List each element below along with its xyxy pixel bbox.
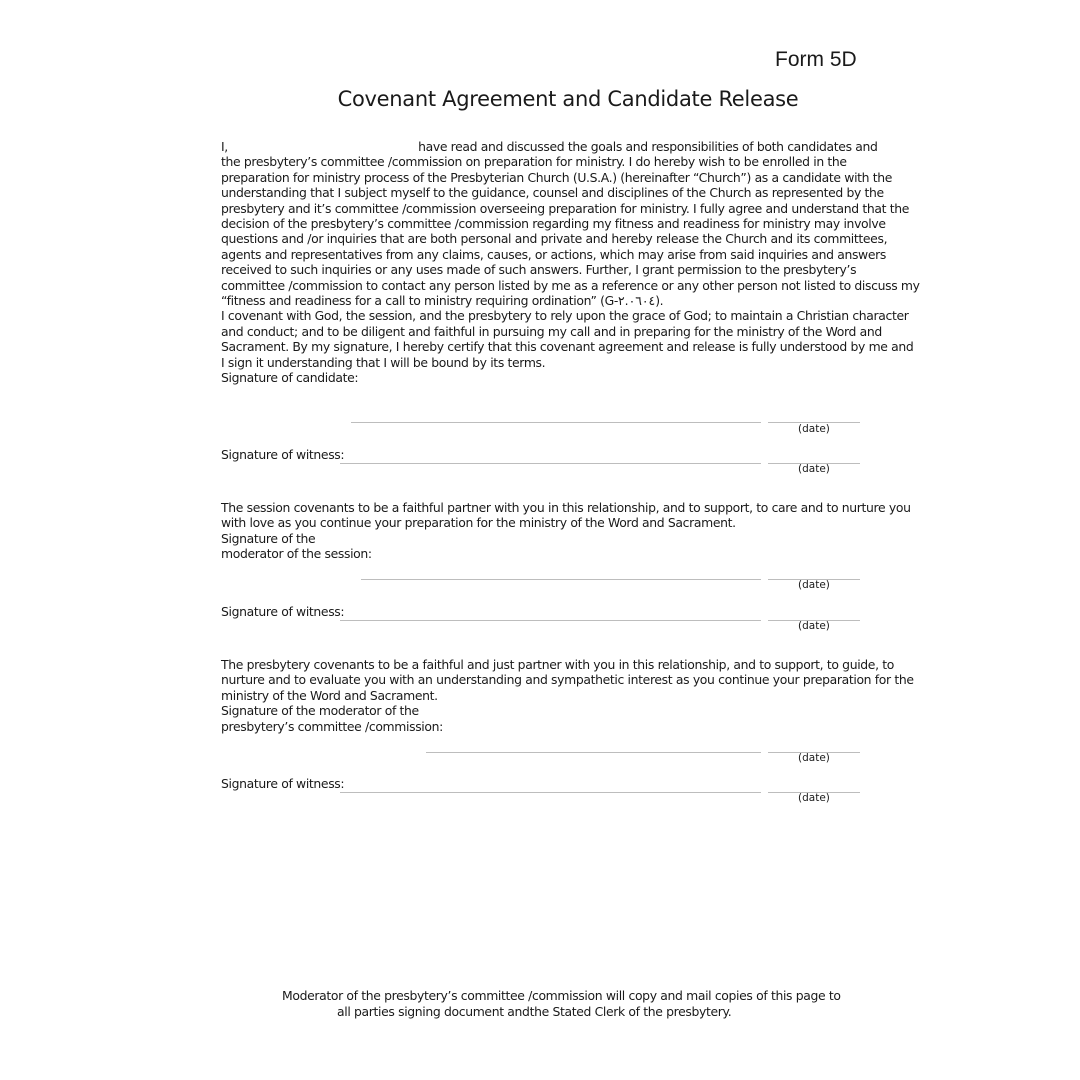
witness-3-label: Signature of witness: (221, 776, 345, 791)
paragraph-line: preparation for ministry process of the Presbyterian Church (U.S.A.) (hereinafter “Church”) as a candidate with the (221, 169, 893, 185)
paragraph-line: with love as you continue your preparation for the ministry of the Word and Sacrament. (221, 515, 736, 531)
moderator-session-date-label: (date) (798, 579, 830, 591)
paragraph-line: agents and representatives from any claims, causes, or actions, which may arise from said inquiries and answers (221, 246, 886, 262)
presbytery-covenant-paragraph (221, 657, 957, 734)
paragraph-line: ministry of the Word and Sacrament. (221, 687, 438, 703)
footer-line: Moderator of the presbytery’s committee /commission will copy and mail copies of this page to (282, 988, 841, 1003)
form-number: Form 5D (775, 48, 857, 71)
paragraph-line: presbytery and it’s committee /commission overseeing preparation for ministry. I fully agree and understand that the (221, 200, 910, 216)
session-covenant-paragraph (221, 500, 957, 562)
witness-3-signature-line[interactable] (340, 792, 761, 793)
paragraph-line: I covenant with God, the session, and the presbytery to rely upon the grace of God; to maintain a Christian character (221, 308, 909, 324)
moderator-presbytery-label: Signature of the moderator of the (221, 703, 419, 719)
paragraph-line: I sign it understanding that I will be bound by its terms. (221, 354, 546, 370)
paragraph-line: and conduct; and to be diligent and faithful in pursuing my call and in preparing for the ministry of the Word and (221, 323, 882, 339)
moderator-presbytery-signature-line[interactable] (426, 752, 761, 753)
moderator-session-label: Signature of the (221, 530, 316, 546)
candidate-signature-line[interactable] (351, 422, 761, 423)
paragraph-line: Sacrament. By my signature, I hereby certify that this covenant agreement and release is fully understood by me and (221, 339, 914, 355)
paragraph-line: I, have read and discussed the goals and responsibilities of both candidates and (221, 139, 878, 154)
moderator-presbytery-date-label: (date) (798, 752, 830, 764)
witness-2-label: Signature of witness: (221, 604, 345, 619)
paragraph-line: understanding that I subject myself to the guidance, counsel and disciplines of the Church as represented by the (221, 185, 884, 201)
moderator-session-label: moderator of the session: (221, 546, 372, 562)
paragraph-line: the presbytery’s committee /commission on preparation for ministry. I do hereby wish to be enrolled in the (221, 154, 847, 170)
page-title: Covenant Agreement and Candidate Release (337, 87, 799, 111)
witness-1-date-label: (date) (798, 463, 830, 475)
witness-2-signature-line[interactable] (340, 620, 761, 621)
paragraph-line: The session covenants to be a faithful partner with you in this relationship, and to support, to care and to nurture you (221, 500, 911, 515)
paragraph-line: received to such inquiries or any uses made of such answers. Further, I grant permission to the presbytery’s (221, 262, 857, 278)
paragraph-line: The presbytery covenants to be a faithful and just partner with you in this relationship, and to support, to guide, to (221, 657, 894, 672)
witness-2-date-label: (date) (798, 620, 830, 632)
candidate-covenant-paragraph (221, 139, 957, 386)
paragraph-line: “fitness and readiness for a call to ministry requiring ordination” (G-٢.٠٦٠٤). (221, 293, 664, 309)
moderator-session-signature-line[interactable] (361, 579, 761, 580)
footer-instructions (282, 988, 841, 1020)
witness-1-signature-line[interactable] (340, 463, 761, 464)
signature-of-candidate-label: Signature of candidate: (221, 370, 359, 386)
witness-1-label: Signature of witness: (221, 447, 345, 462)
moderator-presbytery-label: presbytery’s committee /commission: (221, 718, 443, 734)
candidate-date-label: (date) (798, 423, 830, 435)
footer-line: all parties signing document andthe Stated Clerk of the presbytery. (337, 1004, 732, 1019)
witness-3-date-label: (date) (798, 792, 830, 804)
paragraph-line: committee /commission to contact any person listed by me as a reference or any other person not listed to discuss my (221, 277, 920, 293)
paragraph-line: decision of the presbytery’s committee /commission regarding my fitness and readiness for ministry may involve (221, 216, 886, 232)
paragraph-line: questions and /or inquiries that are both personal and private and hereby release the Church and its committees, (221, 231, 888, 247)
paragraph-line: nurture and to evaluate you with an understanding and sympathetic interest as you continue your preparation for the (221, 672, 914, 688)
